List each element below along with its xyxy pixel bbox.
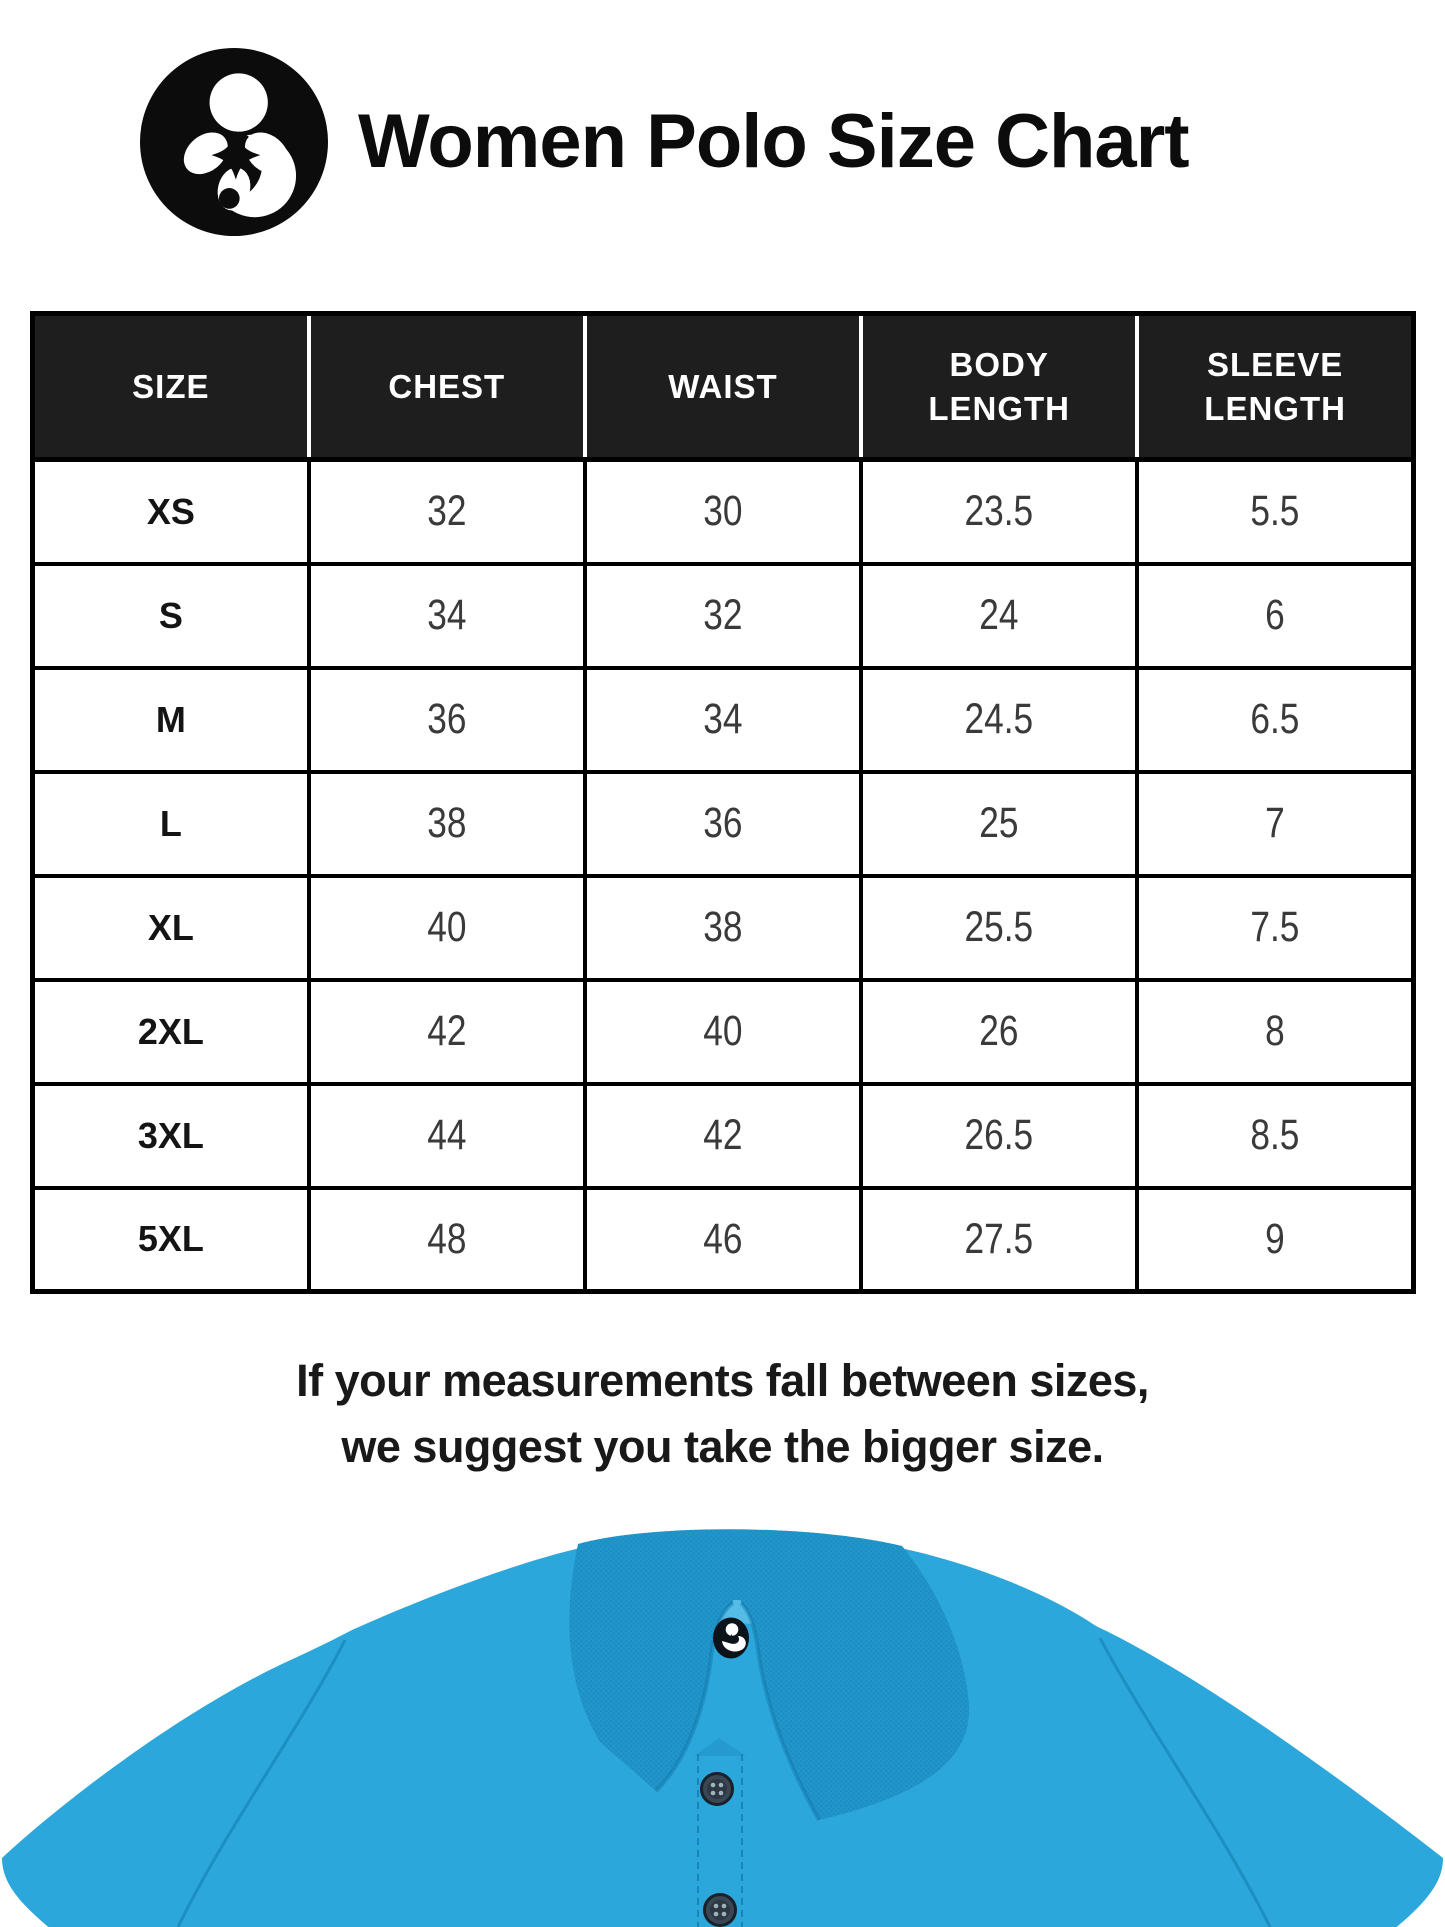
- column-header-label: BODY LENGTH: [928, 345, 1070, 427]
- cell-value: 3XL: [137, 1114, 204, 1156]
- body-length-cell: [861, 460, 1137, 564]
- cell-value: 26: [979, 1007, 1019, 1055]
- cell-value: 25.5: [964, 903, 1034, 951]
- sleeve-length-cell: [1137, 564, 1413, 668]
- chest-cell: [309, 980, 585, 1084]
- size-table-row-2xl: [33, 980, 1414, 1084]
- size-cell: [33, 876, 309, 980]
- fit-note: [0, 1348, 1445, 1480]
- collar-tag-logo-icon: [713, 1618, 749, 1659]
- cell-value: 24: [979, 591, 1019, 639]
- size-cell: [33, 668, 309, 772]
- cell-value: 8: [1265, 1007, 1285, 1055]
- sleeve-length-cell: [1137, 460, 1413, 564]
- chest-cell: [309, 668, 585, 772]
- cell-value: 38: [703, 903, 743, 951]
- body-length-cell: [861, 772, 1137, 876]
- column-header-label: WAIST: [668, 367, 778, 405]
- chest-cell: [309, 1188, 585, 1292]
- size-table-row-m: [33, 668, 1414, 772]
- column-header-waist: [585, 314, 861, 460]
- fit-note-line-1: If your measurements fall between sizes,: [296, 1355, 1149, 1406]
- cell-value: XL: [147, 906, 194, 948]
- size-cell: [33, 564, 309, 668]
- waist-cell: [585, 460, 861, 564]
- waist-cell: [585, 668, 861, 772]
- cell-value: XS: [146, 490, 195, 532]
- sleeve-length-cell: [1137, 1188, 1413, 1292]
- body-length-cell: [861, 1188, 1137, 1292]
- column-header-size: [33, 314, 309, 460]
- size-table-header-row: [33, 314, 1414, 460]
- cell-value: 46: [703, 1214, 743, 1263]
- cell-value: 5XL: [137, 1218, 204, 1260]
- cell-value: 38: [427, 799, 467, 847]
- size-cell: [33, 460, 309, 564]
- column-header-body-length: [861, 314, 1137, 460]
- cell-value: 30: [703, 487, 743, 536]
- waist-cell: [585, 876, 861, 980]
- size-table-row-xs: [33, 460, 1414, 564]
- size-table-row-s: [33, 564, 1414, 668]
- body-length-cell: [861, 668, 1137, 772]
- cell-value: 48: [427, 1214, 467, 1263]
- brand-logo-icon: [140, 48, 328, 236]
- page-header: [140, 46, 1189, 238]
- cell-value: 7.5: [1250, 903, 1300, 951]
- chest-cell: [309, 1084, 585, 1188]
- size-table-row-5xl: [33, 1188, 1414, 1292]
- cell-value: 2XL: [137, 1010, 204, 1052]
- column-header-label: CHEST: [388, 367, 506, 405]
- polo-button-top: [702, 1774, 733, 1805]
- cell-value: 32: [427, 487, 467, 536]
- size-cell: [33, 772, 309, 876]
- size-table-row-l: [33, 772, 1414, 876]
- cell-value: 23.5: [964, 487, 1034, 536]
- sleeve-length-cell: [1137, 668, 1413, 772]
- cell-value: 34: [703, 695, 743, 743]
- chest-cell: [309, 772, 585, 876]
- size-table-row-3xl: [33, 1084, 1414, 1188]
- cell-value: 9: [1265, 1214, 1285, 1263]
- cell-value: 25: [979, 799, 1019, 847]
- cell-value: 42: [427, 1007, 467, 1055]
- size-cell: [33, 1188, 309, 1292]
- chest-cell: [309, 460, 585, 564]
- sleeve-length-cell: [1137, 876, 1413, 980]
- size-table: [30, 311, 1416, 1294]
- fit-note-line-2: we suggest you take the bigger size.: [341, 1421, 1104, 1473]
- waist-cell: [585, 1084, 861, 1188]
- sleeve-length-cell: [1137, 772, 1413, 876]
- polo-shirt-photo: [0, 1500, 1445, 1927]
- column-header-label: SIZE: [132, 367, 210, 405]
- sleeve-length-cell: [1137, 1084, 1413, 1188]
- cell-value: 44: [427, 1111, 467, 1159]
- waist-cell: [585, 772, 861, 876]
- page-title: Women Polo Size Chart: [358, 99, 1189, 184]
- cell-value: 32: [703, 591, 743, 639]
- cell-value: 26.5: [964, 1111, 1034, 1159]
- waist-cell: [585, 564, 861, 668]
- waist-cell: [585, 1188, 861, 1292]
- column-header-sleeve-length: [1137, 314, 1413, 460]
- body-length-cell: [861, 564, 1137, 668]
- cell-value: 40: [703, 1007, 743, 1055]
- cell-value: L: [159, 802, 182, 844]
- column-header-label: SLEEVE LENGTH: [1204, 345, 1346, 427]
- column-header-chest: [309, 314, 585, 460]
- cell-value: 36: [703, 799, 743, 847]
- cell-value: 7: [1265, 799, 1285, 847]
- cell-value: 40: [427, 903, 467, 951]
- size-table-row-xl: [33, 876, 1414, 980]
- cell-value: M: [155, 698, 186, 740]
- polo-button-bottom: [705, 1895, 736, 1926]
- sleeve-length-cell: [1137, 980, 1413, 1084]
- cell-value: 8.5: [1250, 1111, 1300, 1159]
- cell-value: 27.5: [964, 1214, 1034, 1263]
- cell-value: 6.5: [1250, 695, 1300, 743]
- cell-value: S: [158, 594, 183, 636]
- body-length-cell: [861, 980, 1137, 1084]
- chest-cell: [309, 876, 585, 980]
- chest-cell: [309, 564, 585, 668]
- size-table-body: [33, 460, 1414, 1292]
- cell-value: 36: [427, 695, 467, 743]
- body-length-cell: [861, 1084, 1137, 1188]
- size-cell: [33, 980, 309, 1084]
- cell-value: 42: [703, 1111, 743, 1159]
- body-length-cell: [861, 876, 1137, 980]
- waist-cell: [585, 980, 861, 1084]
- size-cell: [33, 1084, 309, 1188]
- cell-value: 6: [1265, 591, 1285, 639]
- cell-value: 34: [427, 591, 467, 639]
- cell-value: 24.5: [964, 695, 1034, 743]
- cell-value: 5.5: [1250, 487, 1300, 536]
